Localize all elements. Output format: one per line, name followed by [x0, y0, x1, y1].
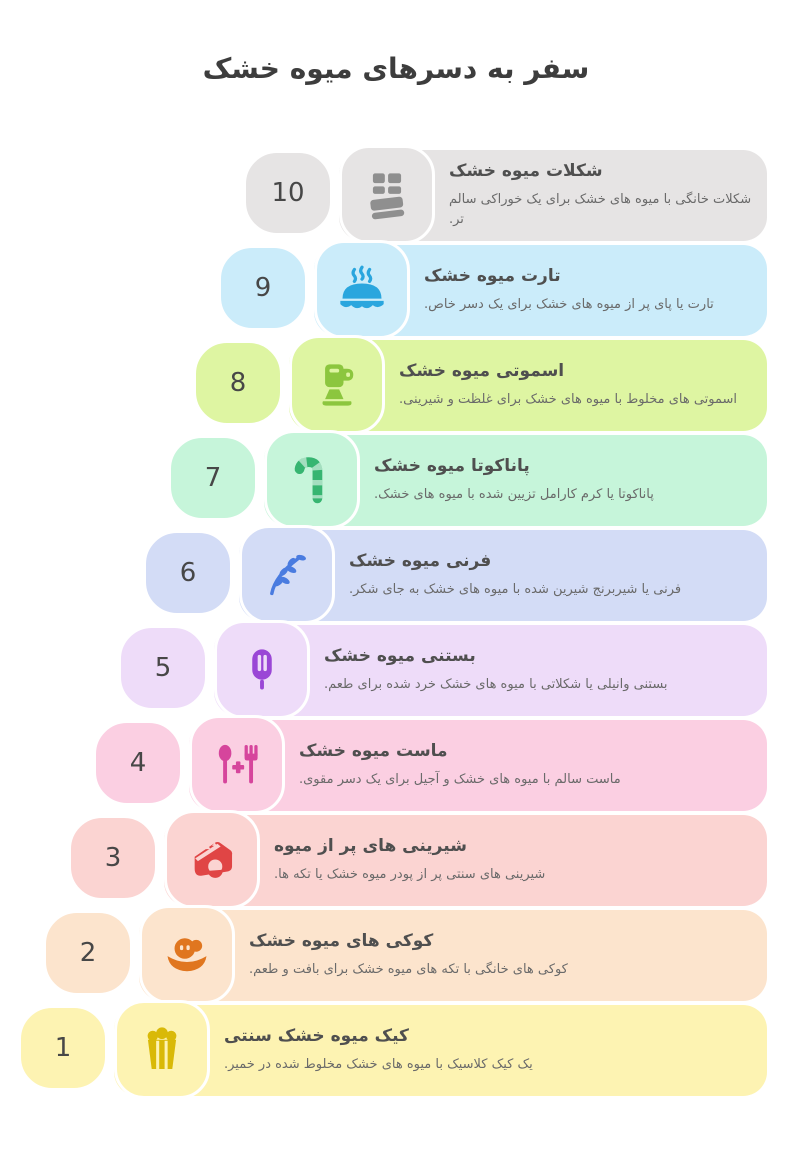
item-title: اسموتی میوه خشک	[399, 360, 565, 381]
item-number-badge: 10	[243, 150, 333, 236]
item-description: ماست سالم با میوه های خشک و آجیل برای یک دسر مقوی.	[299, 771, 621, 787]
item-number-badge: 1	[18, 1005, 108, 1091]
list-item	[0, 908, 792, 1003]
item-text	[449, 150, 764, 241]
item-title: شیرینی های پر از میوه	[274, 835, 467, 856]
chocolate-bar-icon	[361, 169, 413, 221]
list-item	[0, 813, 792, 908]
list-item	[0, 718, 792, 813]
item-description: شیرینی های سنتی پر از پودر میوه خشک یا تکه ها.	[274, 866, 546, 882]
item-title: پاناکوتا میوه خشک	[374, 455, 530, 476]
item-number-badge: 6	[143, 530, 233, 616]
steaming-pie-icon	[336, 264, 388, 316]
item-icon-tab	[314, 240, 410, 339]
popsicle-icon	[236, 644, 288, 696]
item-number-badge: 2	[43, 910, 133, 996]
item-description: شکلات خانگی با میوه های خشک برای یک خوراکی سالم تر.	[449, 191, 752, 227]
list-item	[0, 243, 792, 338]
item-text	[349, 530, 764, 621]
item-number-badge: 9	[218, 245, 308, 331]
item-text	[224, 1005, 764, 1096]
item-title: تارت میوه خشک	[424, 265, 561, 286]
spoon-fork-icon	[211, 739, 263, 791]
item-description: اسموتی های مخلوط با میوه های خشک برای غلظت و شیرینی.	[399, 391, 738, 407]
item-text	[249, 910, 764, 1001]
item-title: شکلات میوه خشک	[449, 160, 603, 181]
item-title: بستنی میوه خشک	[324, 645, 476, 666]
page-title: سفر به دسرهای میوه خشک	[202, 52, 590, 85]
item-number-badge: 4	[93, 720, 183, 806]
item-text	[274, 815, 764, 906]
item-icon-tab	[214, 620, 310, 719]
item-title: کیک میوه خشک سنتی	[224, 1025, 409, 1046]
item-icon-tab	[339, 145, 435, 244]
item-number-badge: 5	[118, 625, 208, 711]
blender-icon	[311, 359, 363, 411]
fruit-cake-icon	[136, 1024, 188, 1076]
pastry-slice-icon	[186, 834, 238, 886]
item-icon-tab	[264, 430, 360, 529]
item-number-badge: 7	[168, 435, 258, 521]
wheat-branch-icon	[261, 549, 313, 601]
item-icon-tab	[164, 810, 260, 909]
item-icon-tab	[189, 715, 285, 814]
candy-cane-icon	[286, 454, 338, 506]
item-title: کوکی های میوه خشک	[249, 930, 434, 951]
item-text	[299, 720, 764, 811]
item-icon-tab	[114, 1000, 210, 1099]
item-description: یک کیک کلاسیک با میوه های خشک مخلوط شده در خمیر.	[224, 1056, 533, 1072]
cookies-icon	[161, 929, 213, 981]
item-text	[399, 340, 764, 431]
item-text	[424, 245, 764, 336]
item-description: پاناکوتا یا کرم کارامل تزیین شده با میوه های خشک.	[374, 486, 654, 502]
item-title: ماست میوه خشک	[299, 740, 448, 761]
item-text	[324, 625, 764, 716]
list-item	[0, 338, 792, 433]
item-text	[374, 435, 764, 526]
list-item	[0, 148, 792, 243]
item-number-badge: 8	[193, 340, 283, 426]
item-icon-tab	[239, 525, 335, 624]
list-item	[0, 623, 792, 718]
list-item	[0, 1003, 792, 1098]
item-description: بستنی وانیلی یا شکلاتی با میوه های خشک خرد شده برای طعم.	[324, 676, 668, 692]
list-item	[0, 433, 792, 528]
item-description: فرنی یا شیربرنج شیرین شده با میوه های خشک به جای شکر.	[349, 581, 682, 597]
dessert-list	[0, 148, 792, 1098]
list-item	[0, 528, 792, 623]
item-description: تارت یا پای پر از میوه های خشک برای یک دسر خاص.	[424, 296, 714, 312]
item-number-badge: 3	[68, 815, 158, 901]
item-description: کوکی های خانگی با تکه های میوه خشک برای بافت و طعم.	[249, 961, 568, 977]
item-title: فرنی میوه خشک	[349, 550, 492, 571]
item-icon-tab	[289, 335, 385, 434]
item-icon-tab	[139, 905, 235, 1004]
